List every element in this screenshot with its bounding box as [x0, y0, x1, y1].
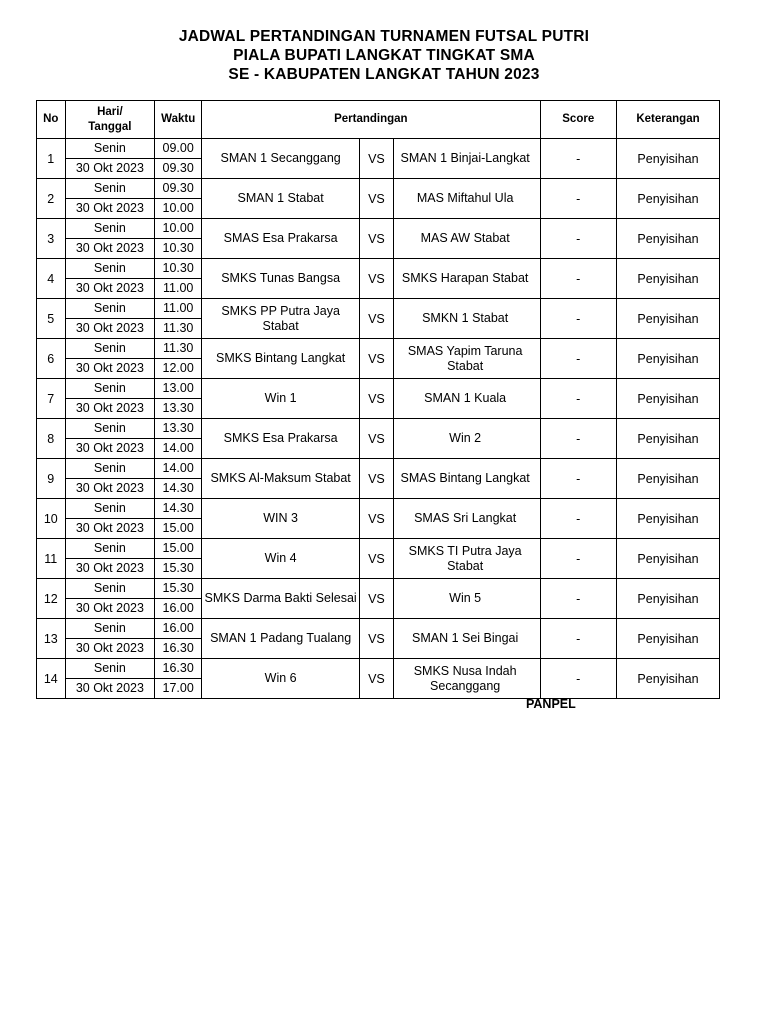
row-team-home: SMKS Tunas Bangsa — [202, 259, 360, 299]
header-no: No — [37, 101, 66, 139]
row-number: 6 — [37, 339, 66, 379]
row-time-cell — [155, 579, 202, 619]
row-start-time: 13.30 — [155, 419, 201, 439]
row-time-cell — [155, 379, 202, 419]
row-team-away: SMAS Bintang Langkat — [393, 459, 540, 499]
row-number: 4 — [37, 259, 66, 299]
row-day: Senin — [66, 179, 155, 199]
row-end-time: 10.30 — [162, 241, 194, 255]
row-team-home: SMAN 1 Secanggang — [202, 139, 360, 179]
row-note: Penyisihan — [616, 219, 719, 259]
row-vs-label: VS — [360, 259, 394, 299]
row-date-cell — [65, 179, 155, 219]
row-team-away: MAS AW Stabat — [393, 219, 540, 259]
header-time: Waktu — [155, 101, 202, 139]
row-date: 30 Okt 2023 — [75, 681, 144, 695]
row-date-cell — [65, 419, 155, 459]
row-end-time: 17.00 — [162, 681, 194, 695]
row-vs-label: VS — [360, 299, 394, 339]
row-vs-label: VS — [360, 459, 394, 499]
row-date: 30 Okt 2023 — [75, 601, 144, 615]
row-team-home: SMKS PP Putra Jaya Stabat — [202, 299, 360, 339]
row-note: Penyisihan — [616, 179, 719, 219]
row-date-cell — [65, 139, 155, 179]
row-end-time: 14.30 — [162, 481, 194, 495]
row-number: 1 — [37, 139, 66, 179]
row-score: - — [540, 219, 616, 259]
table-row — [37, 299, 720, 339]
row-team-away: SMKS Nusa Indah Secanggang — [393, 659, 540, 699]
row-note: Penyisihan — [616, 379, 719, 419]
row-date-cell — [65, 619, 155, 659]
header-date-line-1: Hari/ — [97, 105, 123, 118]
row-date-cell — [65, 499, 155, 539]
row-start-time: 10.00 — [155, 219, 201, 239]
row-vs-label: VS — [360, 499, 394, 539]
table-row — [37, 139, 720, 179]
row-score: - — [540, 659, 616, 699]
table-row — [37, 339, 720, 379]
row-date: 30 Okt 2023 — [75, 521, 144, 535]
row-number: 11 — [37, 539, 66, 579]
row-end-time: 16.30 — [162, 641, 194, 655]
row-start-time: 15.00 — [155, 539, 201, 559]
table-row — [37, 259, 720, 299]
row-day: Senin — [66, 379, 155, 399]
row-number: 2 — [37, 179, 66, 219]
row-team-away: SMAN 1 Binjai-Langkat — [393, 139, 540, 179]
row-day: Senin — [66, 259, 155, 279]
row-start-time: 14.00 — [155, 459, 201, 479]
row-team-home: SMAN 1 Stabat — [202, 179, 360, 219]
row-vs-label: VS — [360, 179, 394, 219]
row-time-cell — [155, 499, 202, 539]
row-number: 5 — [37, 299, 66, 339]
row-day: Senin — [66, 339, 155, 359]
row-start-time: 16.00 — [155, 619, 201, 639]
row-date-cell — [65, 299, 155, 339]
row-team-away: SMKS TI Putra Jaya Stabat — [393, 539, 540, 579]
row-date-cell — [65, 579, 155, 619]
row-date-cell — [65, 379, 155, 419]
row-team-away: SMAN 1 Kuala — [393, 379, 540, 419]
row-vs-label: VS — [360, 339, 394, 379]
row-note: Penyisihan — [616, 299, 719, 339]
row-team-away: SMKN 1 Stabat — [393, 299, 540, 339]
row-end-time: 11.00 — [163, 281, 194, 295]
row-start-time: 09.30 — [155, 179, 201, 199]
row-start-time: 09.00 — [155, 139, 201, 159]
row-team-away: SMKS Harapan Stabat — [393, 259, 540, 299]
table-row — [37, 619, 720, 659]
table-row — [37, 419, 720, 459]
row-note: Penyisihan — [616, 459, 719, 499]
row-score: - — [540, 339, 616, 379]
row-start-time: 16.30 — [155, 659, 201, 679]
row-time-cell — [155, 219, 202, 259]
row-vs-label: VS — [360, 379, 394, 419]
row-score: - — [540, 259, 616, 299]
row-team-away: SMAS Sri Langkat — [393, 499, 540, 539]
row-time-cell — [155, 339, 202, 379]
row-date: 30 Okt 2023 — [75, 401, 144, 415]
row-date-cell — [65, 339, 155, 379]
row-start-time: 13.00 — [155, 379, 201, 399]
row-score: - — [540, 179, 616, 219]
row-date-cell — [65, 539, 155, 579]
table-row — [37, 579, 720, 619]
row-team-home: Win 6 — [202, 659, 360, 699]
document-title-line-1: JADWAL PERTANDINGAN TURNAMEN FUTSAL PUTRI — [178, 28, 590, 45]
row-end-time: 11.30 — [163, 321, 194, 335]
row-note: Penyisihan — [616, 579, 719, 619]
row-note: Penyisihan — [616, 139, 719, 179]
header-match: Pertandingan — [202, 101, 540, 139]
row-score: - — [540, 579, 616, 619]
row-score: - — [540, 379, 616, 419]
row-date: 30 Okt 2023 — [75, 321, 144, 335]
row-team-away: MAS Miftahul Ula — [393, 179, 540, 219]
row-date-cell — [65, 459, 155, 499]
row-vs-label: VS — [360, 419, 394, 459]
row-date: 30 Okt 2023 — [75, 361, 144, 375]
row-day: Senin — [66, 419, 155, 439]
table-row — [37, 219, 720, 259]
row-team-home: WIN 3 — [202, 499, 360, 539]
row-time-cell — [155, 139, 202, 179]
row-end-time: 12.00 — [162, 361, 194, 375]
row-end-time: 15.00 — [162, 521, 194, 535]
row-time-cell — [155, 619, 202, 659]
row-date: 30 Okt 2023 — [75, 481, 144, 495]
table-row — [37, 459, 720, 499]
row-day: Senin — [66, 299, 155, 319]
row-number: 10 — [37, 499, 66, 539]
row-day: Senin — [66, 219, 155, 239]
row-start-time: 10.30 — [155, 259, 201, 279]
table-row — [37, 379, 720, 419]
row-date: 30 Okt 2023 — [75, 161, 144, 175]
row-team-home: SMKS Bintang Langkat — [202, 339, 360, 379]
header-date-line-2: Tanggal — [88, 120, 132, 133]
row-time-cell — [155, 659, 202, 699]
row-start-time: 15.30 — [155, 579, 201, 599]
row-date: 30 Okt 2023 — [75, 201, 144, 215]
row-vs-label: VS — [360, 619, 394, 659]
document-title-line-3: SE - KABUPATEN LANGKAT TAHUN 2023 — [228, 66, 540, 83]
row-team-home: SMKS Al-Maksum Stabat — [202, 459, 360, 499]
row-team-away: SMAS Yapim Taruna Stabat — [393, 339, 540, 379]
row-day: Senin — [66, 659, 155, 679]
row-score: - — [540, 459, 616, 499]
row-start-time: 11.30 — [155, 339, 201, 359]
row-note: Penyisihan — [616, 339, 719, 379]
row-date: 30 Okt 2023 — [75, 561, 144, 575]
row-vs-label: VS — [360, 539, 394, 579]
row-team-away: Win 5 — [393, 579, 540, 619]
row-team-home: Win 1 — [202, 379, 360, 419]
row-time-cell — [155, 419, 202, 459]
row-end-time: 16.00 — [162, 601, 194, 615]
row-number: 9 — [37, 459, 66, 499]
row-team-home: SMAN 1 Padang Tualang — [202, 619, 360, 659]
row-day: Senin — [66, 459, 155, 479]
row-team-home: SMKS Darma Bakti Selesai — [202, 579, 360, 619]
table-row — [37, 539, 720, 579]
row-day: Senin — [66, 499, 155, 519]
row-score: - — [540, 419, 616, 459]
document-title-line-2: PIALA BUPATI LANGKAT TINGKAT SMA — [233, 47, 535, 64]
row-day: Senin — [66, 619, 155, 639]
row-score: - — [540, 139, 616, 179]
schedule-table — [36, 100, 720, 699]
row-date: 30 Okt 2023 — [75, 641, 144, 655]
row-note: Penyisihan — [616, 499, 719, 539]
row-day: Senin — [66, 539, 155, 559]
row-team-home: Win 4 — [202, 539, 360, 579]
row-number: 3 — [37, 219, 66, 259]
row-date-cell — [65, 259, 155, 299]
row-date: 30 Okt 2023 — [75, 241, 144, 255]
row-time-cell — [155, 259, 202, 299]
row-end-time: 13.30 — [162, 401, 194, 415]
row-date: 30 Okt 2023 — [75, 281, 144, 295]
row-start-time: 11.00 — [155, 299, 201, 319]
row-score: - — [540, 299, 616, 339]
row-vs-label: VS — [360, 659, 394, 699]
row-number: 8 — [37, 419, 66, 459]
row-team-away: SMAN 1 Sei Bingai — [393, 619, 540, 659]
row-vs-label: VS — [360, 219, 394, 259]
row-end-time: 10.00 — [162, 201, 194, 215]
row-date: 30 Okt 2023 — [75, 441, 144, 455]
signature-panpel: PANPEL — [526, 697, 576, 711]
table-body — [37, 139, 720, 699]
row-vs-label: VS — [360, 139, 394, 179]
table-header-row — [37, 101, 720, 139]
table-row — [37, 179, 720, 219]
row-vs-label: VS — [360, 579, 394, 619]
row-time-cell — [155, 299, 202, 339]
row-team-home: SMAS Esa Prakarsa — [202, 219, 360, 259]
row-score: - — [540, 499, 616, 539]
row-date-cell — [65, 659, 155, 699]
row-number: 14 — [37, 659, 66, 699]
header-date — [65, 101, 155, 139]
header-note: Keterangan — [616, 101, 719, 139]
row-note: Penyisihan — [616, 619, 719, 659]
row-end-time: 09.30 — [162, 161, 194, 175]
row-time-cell — [155, 539, 202, 579]
table-row — [37, 659, 720, 699]
row-score: - — [540, 539, 616, 579]
row-date-cell — [65, 219, 155, 259]
row-end-time: 14.00 — [162, 441, 194, 455]
row-note: Penyisihan — [616, 259, 719, 299]
header-score: Score — [540, 101, 616, 139]
row-number: 13 — [37, 619, 66, 659]
row-note: Penyisihan — [616, 419, 719, 459]
row-note: Penyisihan — [616, 539, 719, 579]
row-day: Senin — [66, 579, 155, 599]
row-number: 12 — [37, 579, 66, 619]
row-team-away: Win 2 — [393, 419, 540, 459]
row-note: Penyisihan — [616, 659, 719, 699]
row-time-cell — [155, 459, 202, 499]
table-row — [37, 499, 720, 539]
row-day: Senin — [66, 139, 155, 159]
row-team-home: SMKS Esa Prakarsa — [202, 419, 360, 459]
row-time-cell — [155, 179, 202, 219]
row-score: - — [540, 619, 616, 659]
row-end-time: 15.30 — [162, 561, 194, 575]
row-start-time: 14.30 — [155, 499, 201, 519]
row-number: 7 — [37, 379, 66, 419]
